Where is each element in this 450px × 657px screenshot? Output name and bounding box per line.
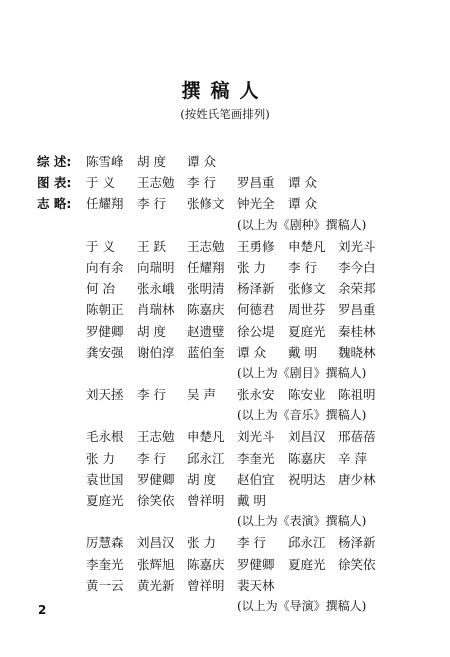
- contributor-name: 肖瑞林: [137, 302, 175, 318]
- contributor-name: 李 行: [237, 535, 266, 551]
- contributor-name: 祝明达: [288, 471, 326, 487]
- section-row-zhilue: [0, 193, 450, 214]
- contributor-name: 李 行: [187, 175, 216, 191]
- contributor-name: 李 行: [137, 450, 166, 466]
- name-row: [0, 554, 450, 575]
- name-row: [0, 469, 450, 490]
- contributor-name: 申楚凡: [187, 429, 225, 445]
- contributor-name: 于 义: [86, 238, 115, 254]
- name-row: [0, 257, 450, 278]
- section-note-juzhong: (以上为《剧种》撰稿人): [237, 217, 367, 232]
- contributor-name: 夏庭光: [288, 556, 326, 572]
- contributor-name: 秦桂林: [338, 323, 376, 339]
- contributor-name: 余荣邦: [338, 281, 376, 297]
- contributor-name: 谭 众: [187, 154, 216, 169]
- contributor-name: 陈嘉庆: [187, 556, 225, 572]
- name-row: [0, 278, 450, 299]
- contributor-name: 曾祥明: [187, 493, 225, 508]
- contributor-name: 王 跃: [137, 238, 166, 254]
- contributor-name: 谭 众: [237, 344, 266, 360]
- contributor-name: 夏庭光: [86, 493, 124, 508]
- contributor-name: 张修文: [187, 196, 225, 212]
- contributor-name: 赵伯宜: [237, 471, 275, 487]
- section-row-tubiao: [0, 172, 450, 193]
- name-row: [0, 490, 450, 511]
- contributor-name: 王志勉: [137, 429, 175, 445]
- contributor-name: 申楚凡: [288, 238, 326, 254]
- contributor-name: 厉慧森: [86, 535, 124, 551]
- contributor-name: 张辉旭: [137, 556, 175, 572]
- contributor-name: 张永峨: [137, 281, 175, 297]
- name-row: [0, 532, 450, 553]
- contributor-name: 刘光斗: [338, 238, 376, 254]
- contributor-name: 王志勉: [137, 175, 175, 191]
- contributor-name: 张明清: [187, 281, 225, 297]
- note-row: [0, 215, 450, 236]
- contributor-name: 罗健卿: [237, 556, 275, 572]
- name-row: [0, 448, 450, 469]
- contributor-name: 谭 众: [288, 196, 317, 212]
- contributor-name: 陈嘉庆: [187, 302, 225, 318]
- contributor-name: 徐笑依: [137, 493, 175, 508]
- contributor-name: 黄一云: [86, 577, 124, 593]
- contributor-name: 黄光新: [137, 577, 175, 593]
- contributor-name: 张 力: [237, 259, 266, 275]
- contributor-name: 王勇修: [237, 238, 275, 254]
- contributor-name: 袁世国: [86, 471, 124, 487]
- contributor-name: 陈安业: [288, 387, 326, 403]
- contributor-name: 魏晓林: [338, 344, 376, 360]
- contributor-name: 任耀翔: [86, 196, 124, 212]
- name-row: [0, 342, 450, 363]
- page-title: 撰稿人: [181, 80, 269, 102]
- contributor-name: 李 行: [137, 387, 166, 403]
- contributor-name: 刘昌汉: [288, 429, 326, 445]
- contributor-name: 张修文: [288, 281, 326, 297]
- contributor-name: 胡 度: [137, 323, 166, 339]
- contributor-name: 罗昌重: [338, 302, 376, 318]
- contributor-name: 唐少林: [338, 471, 376, 487]
- section-note-daoyan: (以上为《导演》撰稿人): [237, 598, 367, 613]
- name-row: [0, 321, 450, 342]
- contributor-name: 刘天拯: [86, 387, 124, 403]
- contributor-name: 张 力: [86, 450, 115, 466]
- section-note-yinyue: (以上为《音乐》撰稿人): [237, 408, 367, 423]
- contributor-name: 蓝伯奎: [187, 344, 225, 360]
- section-row-zongshu: [0, 151, 450, 172]
- contributor-name: 陈嘉庆: [288, 450, 326, 466]
- contributor-name: 罗健卿: [86, 323, 124, 339]
- contributor-name: 戴 明: [237, 493, 266, 508]
- contributor-name: 陈祖明: [338, 387, 376, 403]
- name-row: [0, 236, 450, 257]
- page-subtitle: (按姓氏笔画排列): [180, 107, 270, 121]
- contributor-name: 赵遗璧: [187, 323, 225, 339]
- contributor-name: 罗昌重: [237, 175, 275, 191]
- contributor-name: 杨泽新: [237, 281, 275, 297]
- contributor-name: 向瑞明: [137, 259, 175, 275]
- contributor-name: 于 义: [86, 175, 115, 191]
- contributor-name: 裴天林: [237, 577, 275, 593]
- contributor-name: 杨泽新: [338, 535, 376, 551]
- contributor-name: 胡 度: [137, 154, 166, 169]
- contributor-name: 陈朝正: [86, 302, 124, 318]
- note-row: [0, 596, 450, 617]
- contributor-name: 邱永江: [187, 450, 225, 466]
- section-label: 志 略:: [37, 196, 72, 212]
- contributor-name: 徐笑依: [338, 556, 376, 572]
- contributor-name: 向有余: [86, 259, 124, 275]
- section-note-jumu: (以上为《剧目》撰稿人): [237, 365, 367, 380]
- contributor-name: 刘昌汉: [137, 535, 175, 551]
- contributor-name: 夏庭光: [288, 323, 326, 339]
- contributor-name: 任耀翔: [187, 259, 225, 275]
- contributor-name: 陈雪峰: [86, 154, 124, 169]
- contributor-name: 邱永江: [288, 535, 326, 551]
- contributor-list: [0, 151, 450, 617]
- contributor-name: 王志勉: [187, 238, 225, 254]
- contributor-name: 徐公堤: [237, 323, 275, 339]
- contributor-name: 何德君: [237, 302, 275, 318]
- contributor-name: 李 行: [137, 196, 166, 212]
- note-row: [0, 363, 450, 384]
- section-label: 图 表:: [37, 175, 72, 191]
- name-row: [0, 384, 450, 405]
- contributor-name: 辛 萍: [338, 450, 367, 466]
- contributor-name: 邢蓓蓓: [338, 429, 376, 445]
- section-label: 综 述:: [37, 154, 72, 169]
- name-row: [0, 575, 450, 596]
- name-row: [0, 299, 450, 320]
- contributor-name: 李 行: [288, 259, 317, 275]
- contributor-name: 周世芬: [288, 302, 326, 318]
- contributor-name: 李今白: [338, 259, 376, 275]
- contributor-name: 谭 众: [288, 175, 317, 191]
- page-number: 2: [38, 603, 47, 617]
- contributor-name: 毛永根: [86, 429, 124, 445]
- contributor-name: 戴 明: [288, 344, 317, 360]
- contributor-name: 罗健卿: [137, 471, 175, 487]
- section-note-biaoyan: (以上为《表演》撰稿人): [237, 514, 367, 529]
- contributor-name: 李奎光: [237, 450, 275, 466]
- contributor-name: 何 冶: [86, 281, 115, 297]
- contributor-name: 曾祥明: [187, 577, 225, 593]
- contributor-name: 龚安强: [86, 344, 124, 360]
- contributor-name: 吴 声: [187, 387, 216, 403]
- contributor-name: 钟光全: [237, 196, 275, 212]
- contributor-name: 胡 度: [187, 471, 216, 487]
- contributor-name: 李奎光: [86, 556, 124, 572]
- note-row: [0, 405, 450, 426]
- contributor-name: 张 力: [187, 535, 216, 551]
- note-row: [0, 511, 450, 532]
- name-row: [0, 426, 450, 447]
- contributor-name: 谢伯淳: [137, 344, 175, 360]
- contributor-name: 张永安: [237, 387, 275, 403]
- contributor-name: 刘光斗: [237, 429, 275, 445]
